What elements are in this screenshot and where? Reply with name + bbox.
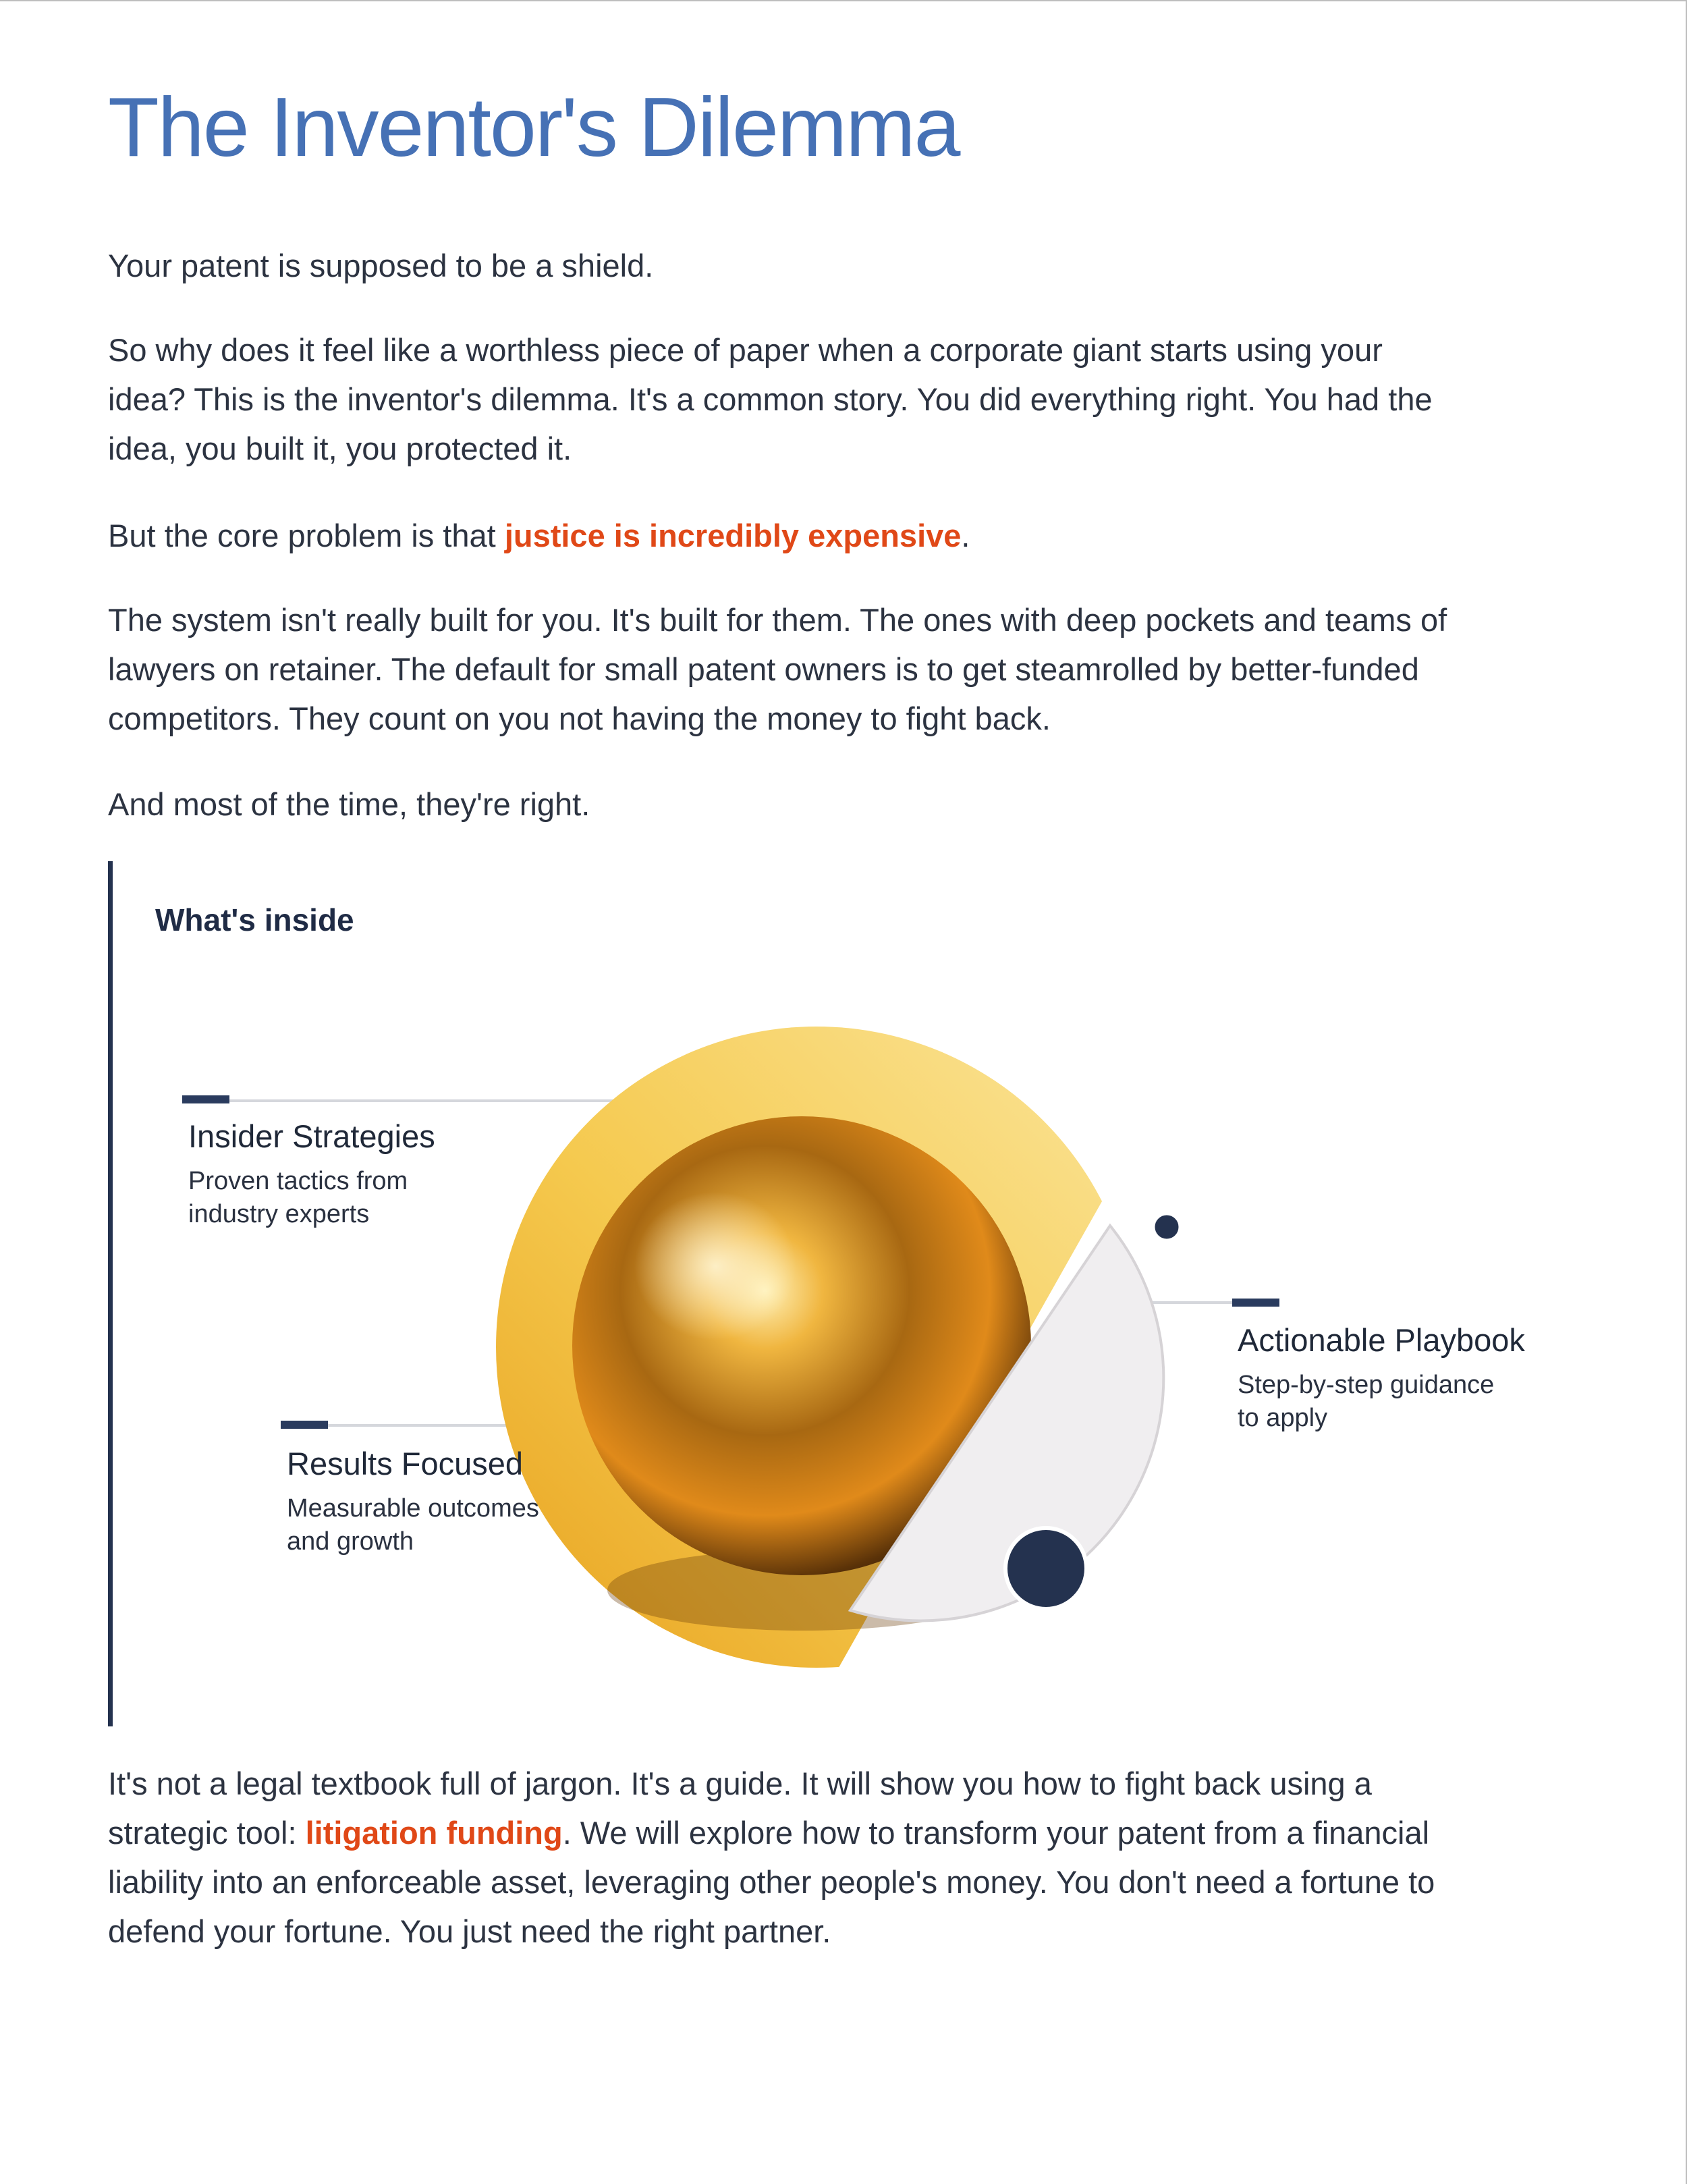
desc-line: Measurable outcomes	[287, 1494, 539, 1523]
paragraph-line: defend your fortune. You just need the right partner.	[108, 1913, 831, 1949]
paragraph-line: It's not a legal textbook full of jargon. It's a guide. It will show you how to fight back using a	[108, 1766, 1372, 1801]
desc-line: Step-by-step guidance	[1238, 1371, 1495, 1399]
page-title: The Inventor's Dilemma	[108, 81, 960, 174]
paragraph-line: So why does it feel like a worthless piece of paper when a corporate giant starts using your	[108, 332, 1383, 368]
text-run: But the core problem is that	[108, 518, 505, 553]
paragraph-why	[108, 325, 1586, 473]
feature-title-results-focused: Results Focused	[287, 1446, 524, 1481]
paragraph-line: The system isn't really built for you. It's built for them. The ones with deep pockets and teams of	[108, 602, 1447, 638]
whats-inside-callout	[108, 861, 1586, 1726]
text-run: .	[961, 518, 970, 553]
paragraph-core-problem	[108, 511, 1586, 560]
desc-line: industry experts	[188, 1200, 370, 1228]
highlight-litigation-funding: litigation funding	[305, 1815, 563, 1851]
paragraph-line: idea, you built it, you protected it.	[108, 431, 572, 466]
feature-desc-actionable-playbook	[1238, 1369, 1494, 1435]
desc-line: to apply	[1238, 1404, 1328, 1432]
paragraph-line: liability into an enforceable asset, leveraging other people's money. You don't need a fortune to	[108, 1864, 1435, 1900]
feature-title-insider-strategies: Insider Strategies	[188, 1118, 435, 1154]
feature-title-actionable-playbook: Actionable Playbook	[1238, 1322, 1525, 1358]
paragraph-right: And most of the time, they're right.	[108, 786, 590, 822]
paragraph-line: lawyers on retainer. The default for small patent owners is to get steamrolled by better-funded	[108, 651, 1419, 687]
sphere-highlight	[634, 1192, 796, 1340]
highlight-justice-expensive: justice is incredibly expensive	[504, 518, 962, 553]
paragraph-intro: Your patent is supposed to be a shield.	[108, 248, 654, 283]
paragraph-line: idea? This is the inventor's dilemma. It's a common story. You did everything right. You had the	[108, 381, 1433, 417]
whats-inside-heading: What's inside	[155, 902, 354, 937]
paragraph-line	[108, 1808, 1586, 1857]
small-navy-dot	[1153, 1213, 1180, 1240]
feature-desc-insider-strategies	[188, 1165, 408, 1231]
large-navy-dot	[1005, 1528, 1086, 1609]
marker-dash-insider	[182, 1095, 229, 1103]
text-run: . We will explore how to transform your patent from a financial	[562, 1815, 1430, 1851]
paragraph-system	[108, 595, 1586, 743]
page-border-top	[0, 0, 1687, 1]
text-run: strategic tool:	[108, 1815, 306, 1851]
feature-desc-results-focused	[287, 1492, 539, 1558]
paragraph-guide	[108, 1759, 1586, 1956]
gold-sphere-illustration	[108, 861, 1586, 1726]
desc-line: Proven tactics from	[188, 1167, 408, 1195]
marker-dash-results	[281, 1421, 328, 1429]
marker-dash-playbook	[1232, 1299, 1279, 1307]
desc-line: and growth	[287, 1527, 414, 1556]
paragraph-line: competitors. They count on you not having the money to fight back.	[108, 701, 1051, 736]
